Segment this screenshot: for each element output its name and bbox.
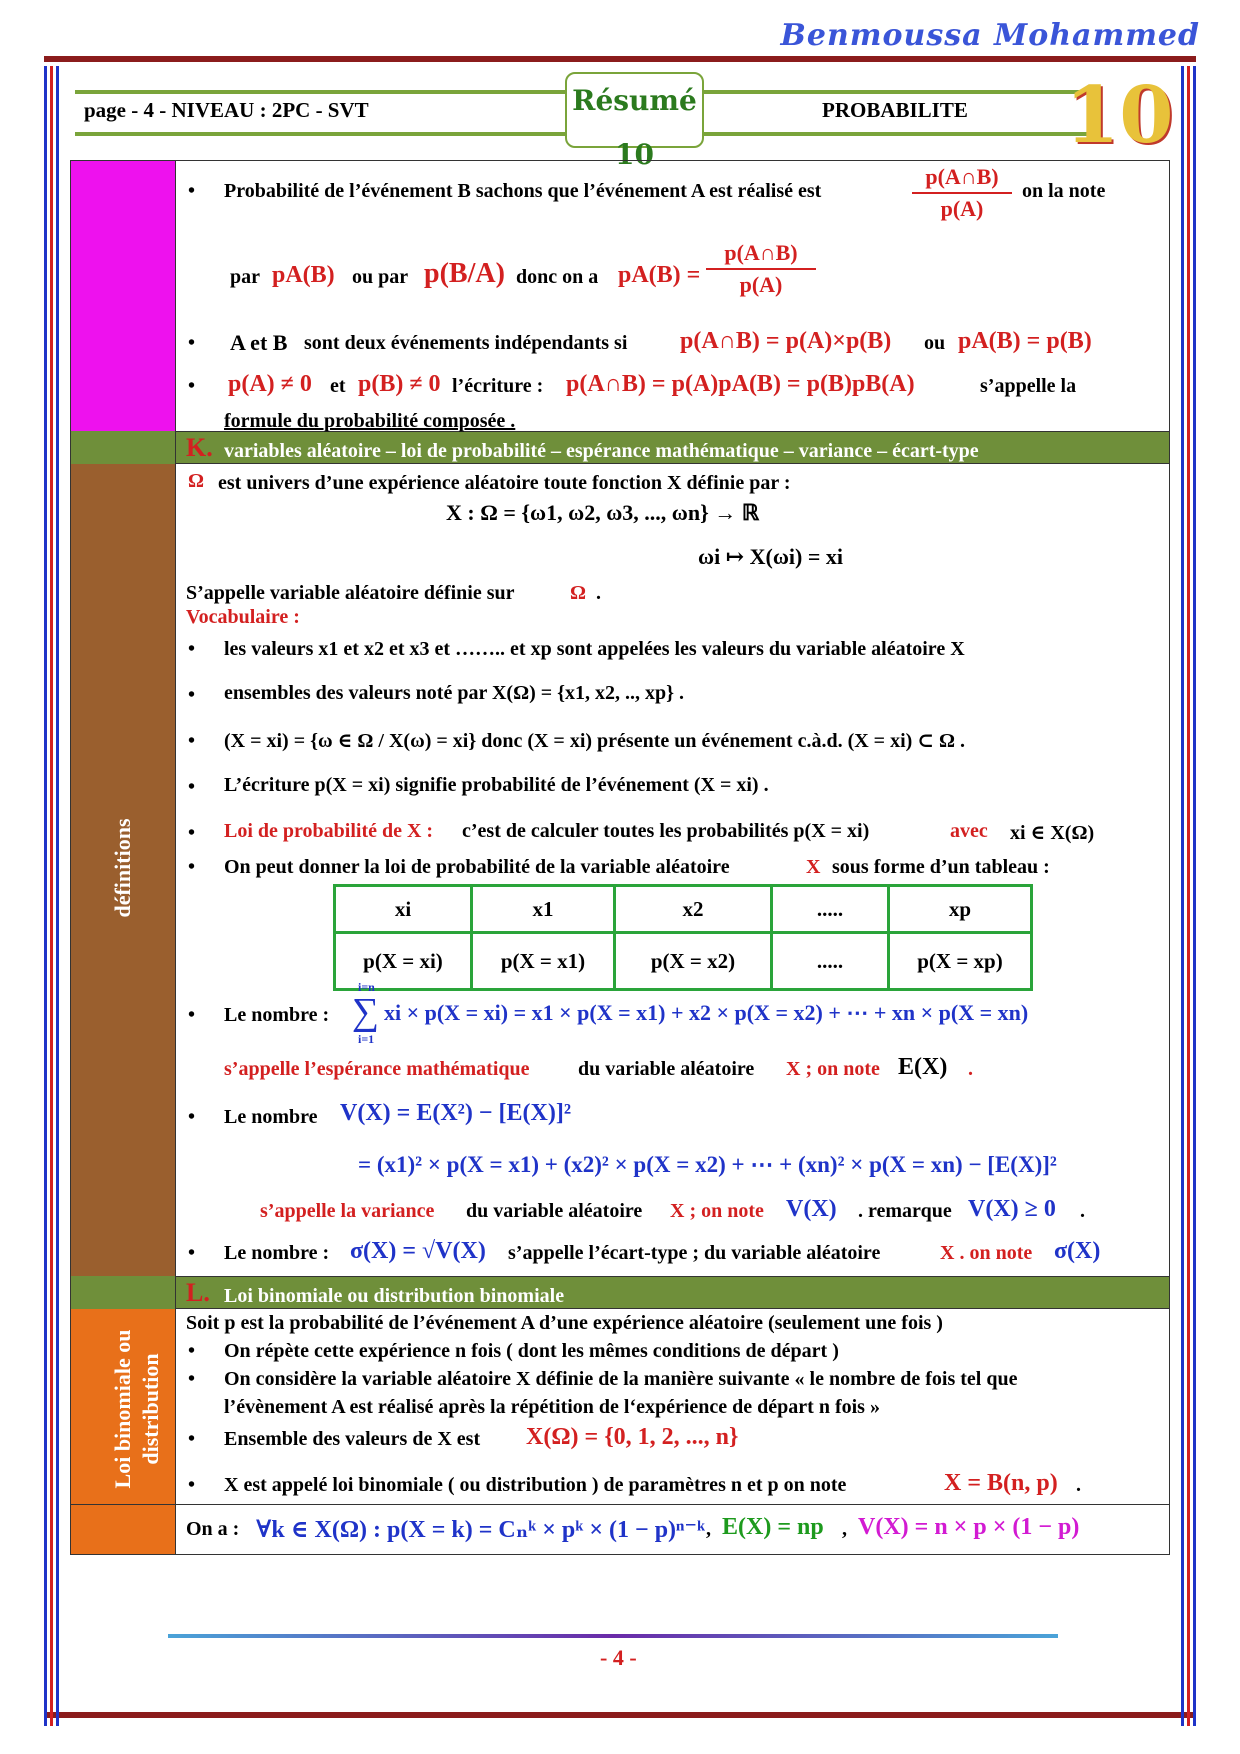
e-sym: E(X) [898, 1054, 948, 1080]
bullet: • [188, 1106, 196, 1128]
v-rem: . remarque [858, 1200, 952, 1222]
author-signature: Benmoussa Mohammed [780, 18, 1200, 53]
bullet: • [188, 1474, 196, 1496]
indep-eq: p(A∩B) = p(A)×p(B) [680, 328, 892, 354]
k-v6-x: X [806, 856, 821, 878]
e-sum-bot: i=1 [358, 1032, 375, 1046]
e-note: X ; on note [786, 1058, 880, 1080]
l-line3: Ensemble des valeurs de X est [224, 1428, 481, 1450]
side-label-binomiale-2: distribution [138, 1353, 163, 1465]
k-called: S’appelle variable aléatoire définie sur [186, 582, 515, 604]
left-border-blue2 [56, 66, 59, 1726]
left-border-red [50, 66, 53, 1726]
chapter-number: 10 [1065, 70, 1174, 161]
k-v1: les valeurs x1 et x2 et x3 et …….. et xp sont appelées les valeurs du variable aléatoire X [224, 638, 965, 660]
v-red: s’appelle la variance [260, 1200, 435, 1222]
s-label: Le nombre : [224, 1242, 330, 1264]
right-border-red [1187, 66, 1190, 1726]
v-sym: V(X) [786, 1196, 837, 1222]
left-border-blue [44, 66, 47, 1726]
cond-donc: donc on a [516, 266, 599, 288]
fraction-numerator: p(A∩B) [925, 164, 999, 189]
l-formula3: V(X) = n × p × (1 − p) [858, 1514, 1080, 1540]
v-formula2: = (x1)² × p(X = x1) + (x2)² × p(X = x2) + ⋯ + (xn)² × p(X = xn) − [E(X)]² [358, 1152, 1057, 1177]
fraction-denominator: p(A) [940, 196, 984, 221]
section-l-title: Loi binomiale ou distribution binomiale [224, 1285, 565, 1307]
bullet: • [188, 180, 196, 202]
indep-ou: ou [924, 332, 946, 354]
table-cell: p(X = x2) [615, 933, 772, 990]
indep-ab: A et B [230, 330, 288, 355]
side-green-k [71, 431, 175, 464]
table-cell: ..... [772, 886, 889, 933]
k-map1: X : Ω = {ω1, ω2, ω3, ..., ωn} → ℝ [446, 500, 760, 525]
k-v5-red: Loi de probabilité de X : [224, 820, 434, 842]
top-border [44, 56, 1196, 62]
l-formula1: ∀k ∈ X(Ω) : p(X = k) = Cₙᵏ × pᵏ × (1 − p)ⁿ⁻ᵏ [256, 1517, 706, 1543]
v-dot: . [1080, 1200, 1085, 1222]
table-value-row [335, 933, 1032, 990]
k-v3: (X = xi) = {ω ∈ Ω / X(ω) = xi} donc (X = xi) présente un événement c.à.d. (X = xi) ⊂ Ω . [224, 730, 966, 752]
cond-tail: on la note [1022, 180, 1106, 202]
sigma-symbol: ∑ [352, 991, 380, 1033]
page-level: page - 4 - NIVEAU : 2PC - SVT [84, 98, 369, 122]
table-cell: x1 [472, 886, 615, 933]
k-v4: L’écriture p(X = xi) signifie probabilité de l’événement (X = xi) . [224, 774, 769, 796]
table-cell: p(X = x1) [472, 933, 615, 990]
v-label: Le nombre [224, 1106, 318, 1128]
l-line2: On considère la variable aléatoire X définie de la manière suivante « le nombre de fois tel que [224, 1368, 1018, 1390]
bullet: • [188, 1428, 196, 1450]
subject-title: PROBABILITE [822, 98, 968, 122]
cond-eqleft: pA(B) = [618, 262, 701, 288]
l-line2b: l’évènement A est réalisé après la répétition de l‘expérience de départ n fois » [224, 1396, 880, 1418]
e-label: Le nombre : [224, 1004, 330, 1026]
table-cell: x2 [615, 886, 772, 933]
k-intro: est univers d’une expérience aléatoire toute fonction X définie par : [218, 472, 791, 494]
side-label-definitions: définitions [110, 818, 135, 918]
indep-eq2: pA(B) = p(B) [958, 328, 1092, 354]
l-line1: On répète cette expérience n fois ( dont les mêmes conditions de départ ) [224, 1340, 839, 1362]
bullet: • [188, 822, 196, 844]
bullet: • [188, 375, 196, 397]
k-v5-tail: xi ∈ X(Ω) [1010, 822, 1095, 844]
side-label-binomiale-1: Loi binomiale ou [110, 1329, 135, 1489]
side-orange2 [71, 1504, 175, 1554]
l-line3-set: X(Ω) = {0, 1, 2, ..., n} [526, 1424, 739, 1450]
comp-c2: p(B) ≠ 0 [358, 371, 441, 397]
v-ge: V(X) ≥ 0 [968, 1196, 1056, 1222]
bullet: • [188, 1368, 196, 1390]
k-called-omega: Ω [570, 582, 587, 604]
k-v2: ensembles des valeurs noté par X(Ω) = {x1, x2, .., xp} . [224, 682, 685, 704]
bullet: • [188, 1004, 196, 1026]
cond-fraction-2 [706, 240, 816, 298]
bullet: • [188, 776, 196, 798]
s-formula: σ(X) = √V(X) [350, 1238, 486, 1264]
comp-tail: s’appelle la [980, 375, 1077, 397]
s-sym: σ(X) [1054, 1238, 1101, 1264]
comp-line2: formule du probabilité composée . [224, 410, 516, 432]
bullet: • [188, 1340, 196, 1362]
l-comma1: , [706, 1518, 711, 1540]
l-formula2: E(X) = np [722, 1514, 824, 1540]
comp-c1: p(A) ≠ 0 [228, 371, 312, 397]
k-map2: ωi ↦ X(ωi) = xi [698, 544, 844, 569]
k-v6-tail: sous forme d’un tableau : [832, 856, 1050, 878]
section-k-letter: K. [186, 433, 213, 462]
table-cell: ..... [772, 933, 889, 990]
right-border-blue [1181, 66, 1184, 1726]
table-cell: p(X = xi) [335, 933, 472, 990]
k-v5: c’est de calculer toutes les probabilités p(X = xi) [462, 820, 870, 842]
s-x: X . on note [940, 1242, 1033, 1264]
e-dot: . [968, 1058, 973, 1080]
cond-text: Probabilité de l’événement B sachons que l’événement A est réalisé est [224, 180, 822, 202]
cond-oupar: ou par [352, 266, 409, 288]
bullet: • [188, 638, 196, 660]
bullet: • [188, 730, 196, 752]
omega-symbol: Ω [188, 470, 205, 492]
cond-fraction [912, 164, 1012, 222]
comp-ecriture: l’écriture : [452, 375, 544, 397]
side-magenta [71, 161, 175, 431]
cond-pbslash: p(B/A) [424, 258, 505, 289]
section-k-title: variables aléatoire – loi de probabilité – espérance mathématique – variance – écart-type [224, 440, 979, 462]
resume-badge: Résumé 10 [565, 72, 704, 148]
footer-line [168, 1634, 1058, 1638]
bullet: • [188, 332, 196, 354]
bottom-border [44, 1712, 1196, 1718]
bullet: • [188, 684, 196, 706]
e-red: s’appelle l’espérance mathématique [224, 1058, 530, 1080]
cond-pab: pA(B) [272, 262, 335, 288]
table-cell: xi [335, 886, 472, 933]
table-header-row [335, 886, 1032, 933]
bullet: • [188, 1242, 196, 1264]
table-cell: xp [889, 886, 1032, 933]
fraction-numerator: p(A∩B) [724, 240, 798, 265]
v-note: X ; on note [670, 1200, 764, 1222]
k-v6: On peut donner la loi de probabilité de la variable aléatoire [224, 856, 730, 878]
last-row-divider [71, 1504, 1169, 1505]
fraction-bar [706, 268, 816, 270]
s-text: s’appelle l’écart-type ; du variable aléatoire [508, 1242, 881, 1264]
cond-par: par [230, 266, 260, 288]
l-line4-sym: X = B(n, p) [944, 1470, 1058, 1496]
v-mid: du variable aléatoire [466, 1200, 643, 1222]
l-line4-dot: . [1076, 1474, 1081, 1496]
e-sum-top: i=n [358, 980, 375, 994]
l-onavec: On a : [186, 1518, 240, 1540]
table-cell: p(X = xp) [889, 933, 1032, 990]
side-green-l [71, 1276, 175, 1309]
fraction-bar [912, 192, 1012, 194]
v-formula1: V(X) = E(X²) − [E(X)]² [340, 1100, 572, 1126]
k-vocab: Vocabulaire : [186, 606, 300, 628]
l-line0: Soit p est la probabilité de l’événement A d’une expérience aléatoire (seulement une fois ) [186, 1312, 943, 1334]
probability-table [333, 884, 1033, 991]
l-comma2: , [842, 1518, 847, 1540]
section-l-letter: L. [186, 1278, 210, 1307]
comp-eq: p(A∩B) = p(A)pA(B) = p(B)pB(A) [566, 371, 915, 397]
indep-text: sont deux événements indépendants si [304, 332, 628, 354]
l-line4: X est appelé loi binomiale ( ou distribution ) de paramètres n et p on note [224, 1474, 847, 1496]
e-mid: du variable aléatoire [578, 1058, 755, 1080]
bullet: • [188, 856, 196, 878]
k-v5-avec: avec [950, 820, 988, 842]
right-border-blue2 [1193, 66, 1196, 1726]
page-number: - 4 - [600, 1645, 637, 1670]
e-formula: xi × p(X = xi) = x1 × p(X = x1) + x2 × p(X = x2) + ⋯ + xn × p(X = xn) [384, 1000, 1029, 1025]
k-called-dot: . [596, 582, 601, 604]
fraction-denominator: p(A) [739, 272, 783, 297]
comp-et: et [330, 375, 346, 397]
col-divider [175, 161, 176, 1554]
